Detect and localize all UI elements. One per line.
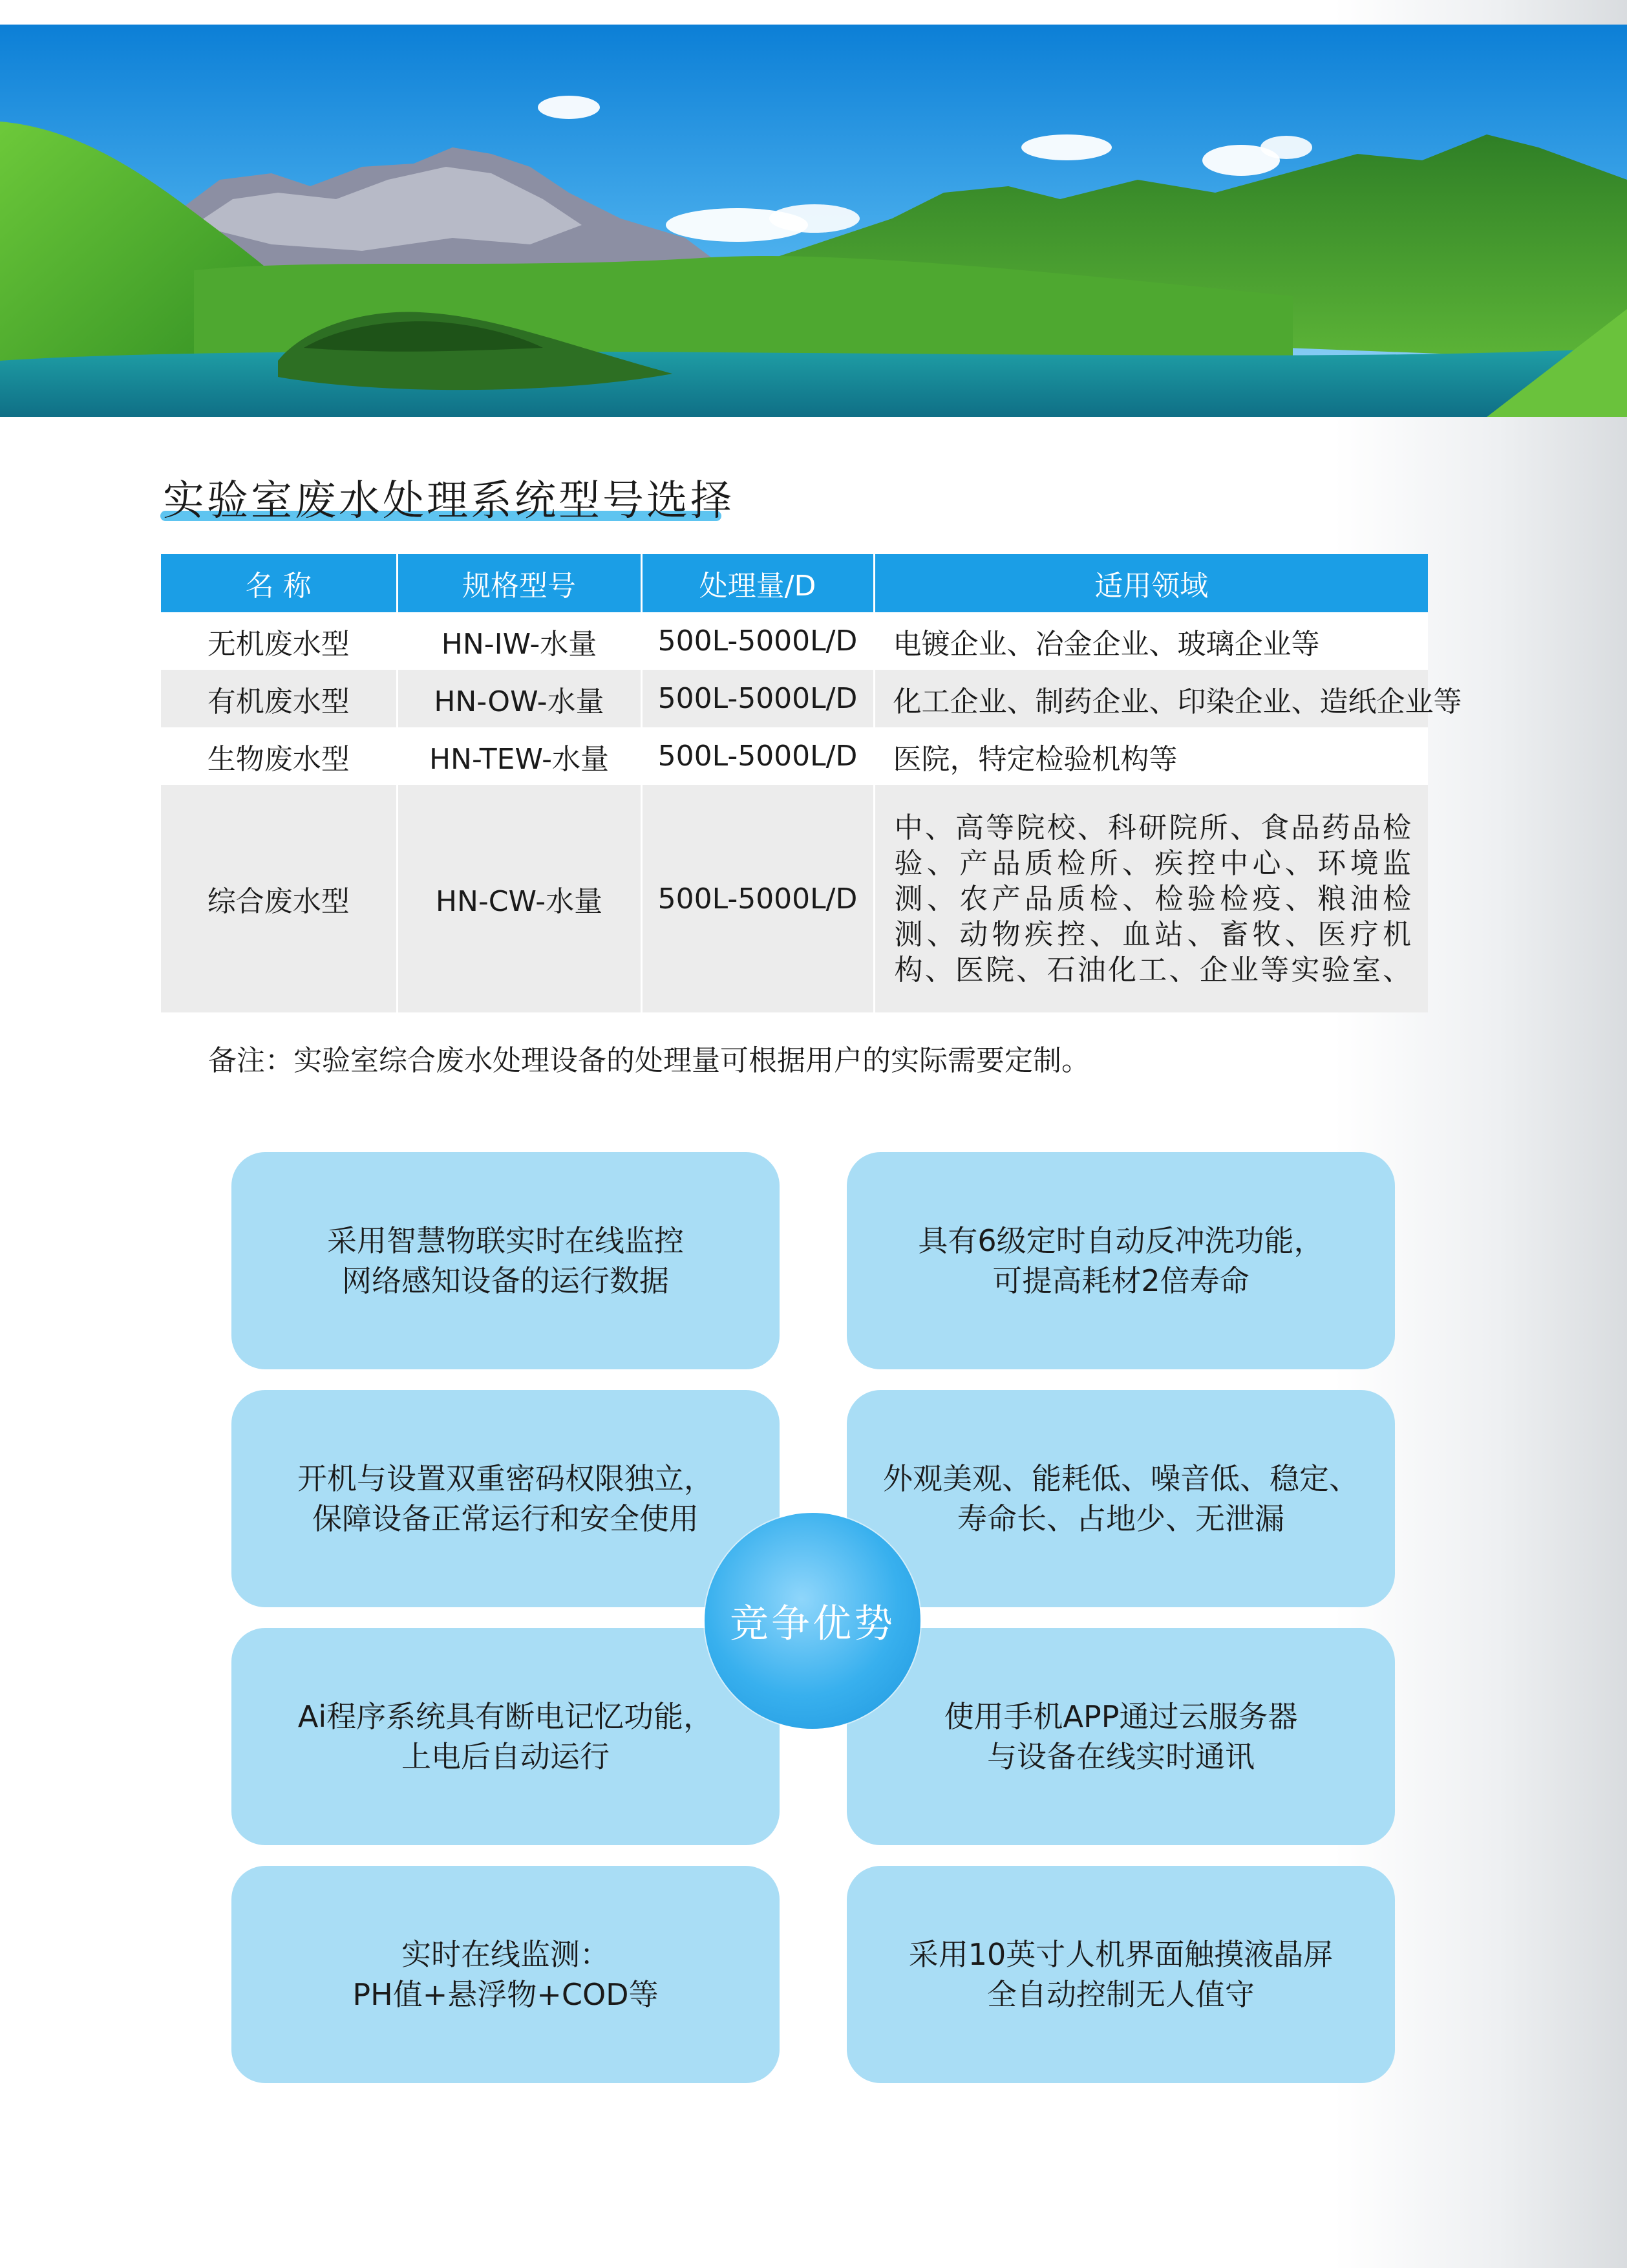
section-title: 实验室废水处理系统型号选择	[163, 477, 734, 525]
cell-model: HN-CW-水量	[397, 785, 641, 1012]
advantage-card-online-monitoring	[231, 1866, 780, 2083]
card-line: 采用智慧物联实时在线监控	[327, 1223, 684, 1258]
cell-fields-text: 化工企业、制药企业、印染企业、造纸企业等	[893, 685, 1462, 718]
header-fields: 适用领域	[874, 554, 1428, 612]
card-line: 寿命长、占地少、无泄漏	[957, 1501, 1284, 1536]
advantage-card-iot-monitoring	[231, 1152, 780, 1369]
advantage-card-backwash	[847, 1152, 1395, 1369]
badge-label: 竞争优势	[730, 1601, 895, 1647]
card-line: PH值+悬浮物+COD等	[352, 1977, 659, 2012]
fields-line: 构、医院、石油化工、企业等实验室、	[894, 953, 1412, 987]
cell-capacity: 500L-5000L/D	[641, 670, 874, 727]
advantage-card-mobile-app	[847, 1628, 1395, 1845]
advantage-card-touchscreen	[847, 1866, 1395, 2083]
cell-capacity: 500L-5000L/D	[641, 612, 874, 670]
fields-line: 测、农产品质检、检验检疫、粮油检	[894, 882, 1412, 915]
card-line: 外观美观、能耗低、噪音低、稳定、	[883, 1461, 1359, 1496]
header-model: 规格型号	[397, 554, 641, 612]
card-line: 使用手机APP通过云服务器	[944, 1699, 1298, 1734]
landscape-banner	[0, 25, 1627, 417]
advantage-card-power-memory	[231, 1628, 780, 1845]
cell-fields	[874, 785, 1428, 1012]
advantage-card-password	[231, 1390, 780, 1607]
cell-capacity: 500L-5000L/D	[641, 727, 874, 785]
table-row	[161, 612, 1428, 670]
advantage-card-appearance	[847, 1390, 1395, 1607]
card-line: 与设备在线实时通讯	[987, 1739, 1255, 1774]
cell-model: HN-OW-水量	[397, 670, 641, 727]
cell-model: HN-IW-水量	[397, 612, 641, 670]
card-line: 采用10英寸人机界面触摸液晶屏	[908, 1937, 1334, 1972]
landscape-illustration	[0, 25, 1627, 417]
capacity-note: 备注：实验室综合废水处理设备的处理量可根据用户的实际需要定制。	[208, 1044, 1090, 1077]
cell-name: 生物废水型	[161, 727, 397, 785]
cell-name: 综合废水型	[161, 785, 397, 1012]
card-line: 网络感知设备的运行数据	[342, 1263, 669, 1298]
cell-capacity: 500L-5000L/D	[641, 785, 874, 1012]
cell-name: 有机废水型	[161, 670, 397, 727]
table-row	[161, 785, 1428, 1012]
table-header-row	[161, 554, 1428, 612]
header-capacity: 处理量/D	[641, 554, 874, 612]
card-line: 上电后自动运行	[401, 1739, 610, 1774]
card-line: 可提高耗材2倍寿命	[992, 1263, 1249, 1298]
card-line: 开机与设置双重密码权限独立，	[297, 1461, 714, 1496]
cell-model: HN-TEW-水量	[397, 727, 641, 785]
cell-fields: 医院，特定检验机构等	[874, 727, 1428, 785]
card-line: 全自动控制无人值守	[987, 1977, 1255, 2012]
cell-fields	[874, 670, 1462, 727]
model-selection-table	[161, 554, 1462, 1012]
card-line: 实时在线监测：	[401, 1937, 610, 1972]
fields-line: 测、动物疾控、血站、畜牧、医疗机	[894, 917, 1412, 951]
card-line: Ai程序系统具有断电记忆功能，	[297, 1699, 714, 1734]
competitive-advantage-badge	[705, 1513, 920, 1729]
header-name: 名 称	[161, 554, 397, 612]
fields-line: 验、产品质检所、疾控中心、环境监	[894, 846, 1412, 880]
card-line: 保障设备正常运行和安全使用	[312, 1501, 699, 1536]
table-row	[161, 670, 1428, 727]
table-row	[161, 727, 1428, 785]
card-line: 具有6级定时自动反冲洗功能，	[918, 1223, 1324, 1258]
fields-line: 中、高等院校、科研院所、食品药品检	[894, 811, 1412, 844]
cell-fields: 电镀企业、冶金企业、玻璃企业等	[874, 612, 1428, 670]
cell-name: 无机废水型	[161, 612, 397, 670]
